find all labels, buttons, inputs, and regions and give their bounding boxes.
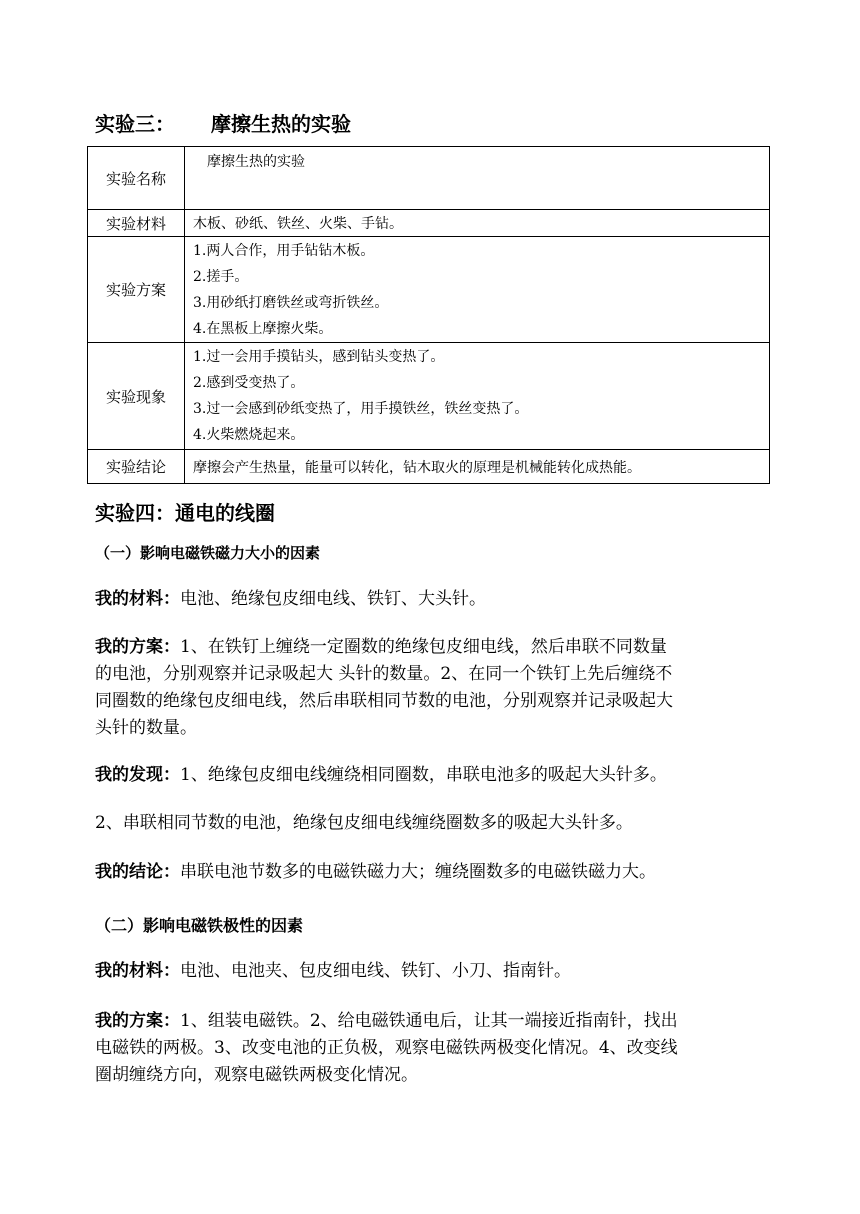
table-row-conclusion <box>88 450 770 484</box>
phenomena-line: 1.过一会用手摸钻头，感到钻头变热了。 <box>193 349 445 365</box>
label-experiment-phenomena: 实验现象 <box>88 343 185 450</box>
label-experiment-materials: 实验材料 <box>88 210 185 237</box>
plan-text-line: 同圈数的绝缘包皮细电线，然后串联相同节数的电池，分别观察并记录吸起大 <box>95 691 673 711</box>
part2-materials <box>95 958 775 985</box>
table-row-materials <box>88 210 770 237</box>
section3-title-text: 摩擦生热的实验 <box>211 112 351 136</box>
part1-materials <box>95 586 775 613</box>
section4-title: 实验四：通电的线圈 <box>95 501 275 525</box>
table-row-plan <box>88 237 770 343</box>
part2-heading: （二）影响电磁铁极性的因素 <box>95 916 304 935</box>
value-experiment-conclusion: 摩擦会产生热量，能量可以转化，钻木取火的原理是机械能转化成热能。 <box>185 450 770 484</box>
conclusion-label: 我的结论： <box>95 862 180 882</box>
plan-text-line: 电磁铁的两极。3、改变电池的正负极，观察电磁铁两极变化情况。4、改变线 <box>95 1038 678 1058</box>
section3-title <box>95 108 351 137</box>
part1-conclusion <box>95 859 775 886</box>
materials-text: 电池、绝缘包皮细电线、铁钉、大头针。 <box>180 589 486 609</box>
phenomena-line: 4.火柴燃烧起来。 <box>193 427 305 443</box>
conclusion-text: 串联电池节数多的电磁铁磁力大；缠绕圈数多的电磁铁磁力大。 <box>180 862 656 882</box>
value-experiment-materials: 木板、砂纸、铁丝、火柴、手钻。 <box>185 210 770 237</box>
part2-plan <box>95 1008 775 1089</box>
value-experiment-plan <box>185 237 770 343</box>
plan-text-line: 的电池，分别观察并记录吸起大 头针的数量。2、在同一个铁钉上先后缠绕不 <box>95 664 673 684</box>
part1-heading: （一）影响电磁铁磁力大小的因素 <box>95 544 321 562</box>
label-experiment-conclusion: 实验结论 <box>88 450 185 484</box>
value-experiment-phenomena <box>185 343 770 450</box>
label-experiment-plan: 实验方案 <box>88 237 185 343</box>
plan-line: 2.搓手。 <box>193 268 249 285</box>
findings-text: 1、绝缘包皮细电线缠绕相同圈数，串联电池多的吸起大头针多。 <box>180 765 667 785</box>
label-experiment-name: 实验名称 <box>88 147 185 210</box>
section3-title-number: 实验三： <box>95 112 175 136</box>
plan-text-line: 头针的数量。 <box>95 718 197 738</box>
findings-label: 我的发现： <box>95 765 180 785</box>
part1-findings-2: 2、串联相同节数的电池，绝缘包皮细电线缠绕圈数多的吸起大头针多。 <box>95 813 633 833</box>
value-experiment-name: 摩擦生热的实验 <box>185 147 770 210</box>
phenomena-line: 2.感到受变热了。 <box>193 375 305 391</box>
plan-line: 3.用砂纸打磨铁丝或弯折铁丝。 <box>193 294 389 311</box>
part1-findings <box>95 762 775 789</box>
plan-text-line: 1、在铁钉上缠绕一定圈数的绝缘包皮细电线，然后串联不同数量 <box>180 637 667 657</box>
plan-label: 我的方案： <box>95 1011 180 1031</box>
materials-text: 电池、电池夹、包皮细电线、铁钉、小刀、指南针。 <box>180 961 571 981</box>
plan-text-line: 1、组装电磁铁。2、给电磁铁通电后，让其一端接近指南针，找出 <box>180 1011 678 1031</box>
plan-text-line: 圈胡缠绕方向，观察电磁铁两极变化情况。 <box>95 1065 418 1085</box>
table-row-phenomena <box>88 343 770 450</box>
experiment3-table <box>87 146 770 484</box>
plan-label: 我的方案： <box>95 637 180 657</box>
materials-label: 我的材料： <box>95 961 180 981</box>
plan-line: 4.在黑板上摩擦火柴。 <box>193 320 333 337</box>
plan-line: 1.两人合作，用手钻钻木板。 <box>193 242 375 259</box>
materials-label: 我的材料： <box>95 589 180 609</box>
phenomena-line: 3.过一会感到砂纸变热了，用手摸铁丝，铁丝变热了。 <box>193 401 529 417</box>
table-row-name <box>88 147 770 210</box>
part1-plan <box>95 634 775 742</box>
